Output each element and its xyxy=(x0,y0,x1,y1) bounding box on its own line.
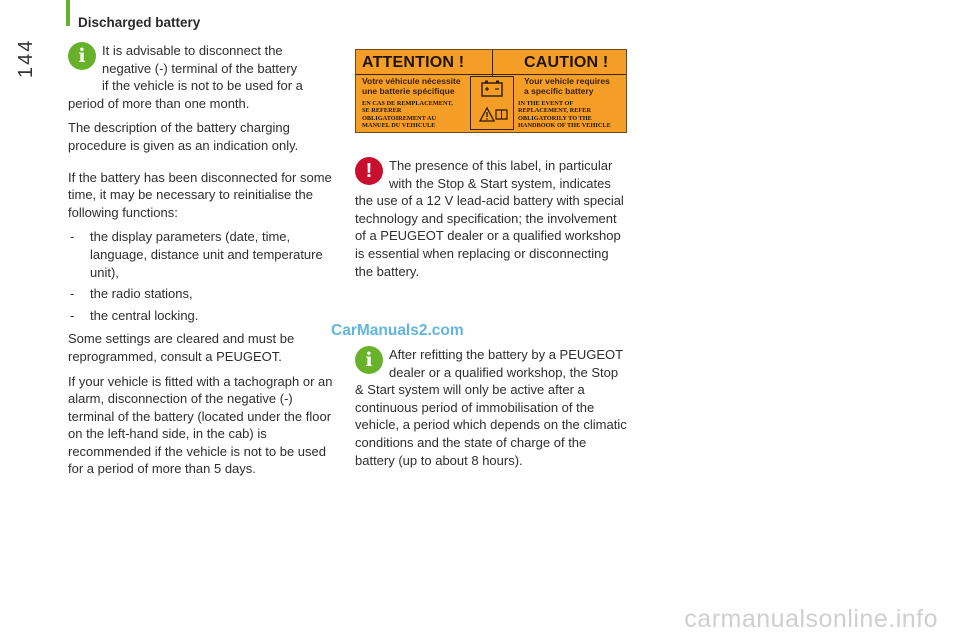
function-item-locking: - the central locking. xyxy=(68,307,340,325)
info-note-block xyxy=(68,42,340,112)
left-column xyxy=(68,42,340,485)
info-note-line-3: if the vehicle is not to be used for a xyxy=(102,78,303,94)
info-note-line-1: It is advisable to disconnect the xyxy=(102,43,283,58)
label-en-small-line-1: IN THE EVENT OF xyxy=(518,100,574,107)
tachograph-paragraph: If your vehicle is fitted with a tachograph or an alarm, disconnection of the negative (-) terminal of the battery (located under the floor on the left-hand side, in the cab) is recommended if the vehicle is not to be used for a period of more than 5 days. xyxy=(68,373,333,477)
label-icon-box xyxy=(470,76,514,130)
refit-info-block xyxy=(355,346,627,476)
battery-icon xyxy=(471,77,513,129)
info-icon: i xyxy=(355,346,383,374)
label-fr-small xyxy=(362,100,453,130)
info-icon: i xyxy=(68,42,96,70)
settings-paragraph: Some settings are cleared and must be reprogrammed, consult a PEUGEOT. xyxy=(68,331,295,364)
label-fr-small-line-1: EN CAS DE REMPLACEMENT, xyxy=(362,100,453,107)
battery-warning-label xyxy=(355,49,627,133)
label-fr-small-line-3: OBLIGATOIREMENT AU xyxy=(362,114,437,122)
reinit-intro-paragraph: If the battery has been disconnected for some time, it may be necessary to reinitialise the following functions: xyxy=(68,169,332,220)
footer-watermark: carmanualsonline.info xyxy=(684,605,938,633)
label-en-sub-line-2: a specific battery xyxy=(524,86,594,96)
label-en-small-line-3: OBLIGATORILY TO THE xyxy=(518,114,592,122)
function-item-radio: - the radio stations, xyxy=(68,285,340,303)
label-en-header: CAUTION ! xyxy=(524,54,609,71)
label-fr-sub xyxy=(362,76,461,96)
label-en-small-line-4: HANDBOOK OF THE VEHICLE xyxy=(518,122,611,130)
label-en-sub-line-1: Your vehicle requires xyxy=(524,76,610,86)
warning-note-text: The presence of this label, in particular with the Stop & Start system, indicates the use of a 12 V lead-acid battery with special technology and specification; the involvement of a PEUGEOT dealer or a qualified workshop is essential when replacing or disconnecting the battery. xyxy=(355,158,624,279)
label-fr-small-line-2: SE REFERER xyxy=(362,107,402,115)
functions-list xyxy=(68,228,340,324)
section-title: Discharged battery xyxy=(78,15,201,30)
warning-note-block xyxy=(355,157,627,287)
label-fr-sub-line-2: une batterie spécifique xyxy=(362,86,455,96)
refit-info-text: After refitting the battery by a PEUGEOT dealer or a qualified workshop, the Stop & Start system will only be active after a continuous period of immobilisation of the vehicle, a period which depends on the climatic conditions and the state of charge of the battery (up to about 8 hours). xyxy=(355,347,627,468)
info-note-line-2: negative (-) terminal of the battery xyxy=(102,60,298,76)
center-watermark: CarManuals2.com xyxy=(331,322,464,339)
label-fr-small-line-4: MANUEL DU VEHICULE xyxy=(362,122,436,130)
warning-icon: ! xyxy=(355,157,383,185)
label-en-small xyxy=(518,100,611,130)
info-note-line-4: period of more than one month. xyxy=(68,95,250,111)
label-fr-header: ATTENTION ! xyxy=(362,54,465,71)
label-en-sub xyxy=(524,76,610,96)
section-accent-bar xyxy=(66,0,70,26)
label-en-small-line-2: REPLACEMENT, REFER xyxy=(518,107,592,115)
label-divider-vertical xyxy=(492,50,493,76)
description-paragraph: The description of the battery charging procedure is given as an indication only. xyxy=(68,120,299,153)
label-divider-horizontal xyxy=(356,74,626,75)
label-fr-sub-line-1: Votre véhicule nécessite xyxy=(362,76,461,86)
page-number: 144 xyxy=(15,38,37,78)
function-item-display: - the display parameters (date, time, language, distance unit and temperature unit), xyxy=(68,228,340,281)
